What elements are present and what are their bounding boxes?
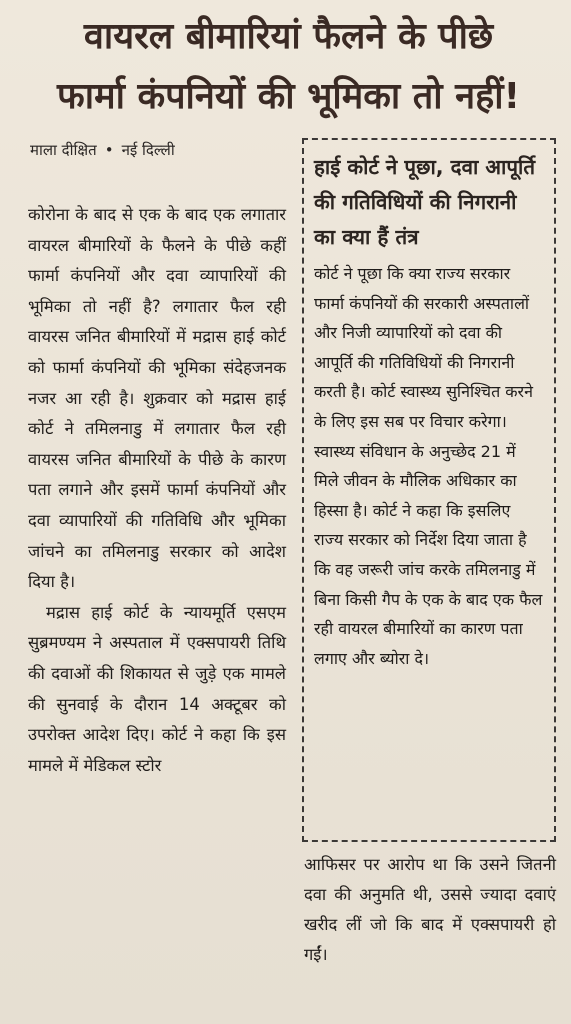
article-left-column bbox=[28, 200, 286, 781]
byline-author: माला दीक्षित bbox=[30, 141, 97, 159]
sidebar-box bbox=[302, 138, 556, 842]
article-paragraph-2: मद्रास हाई कोर्ट के न्यायमूर्ति एसएम सुब्रमण्यम ने अस्पताल में एक्सपायरी तिथि की दवाओं की शिकायत से जुड़े एक मामले की सुनवाई के दौरान 14 अक्टूबर को उपरोक्त आदेश दिए। कोर्ट ने कहा कि इस मामले में मेडिकल स्टोर bbox=[28, 602, 286, 775]
article-continuation: आफिसर पर आरोप था कि उसने जितनी दवा की अनुमति थी, उससे ज्यादा दवाएं खरीद लीं जो कि बाद में एक्सपायरी हो गईं। bbox=[304, 855, 556, 964]
byline-separator: • bbox=[104, 141, 114, 159]
sidebar-title: हाई कोर्ट ने पूछा, दवा आपूर्ति की गतिविधियों की निगरानी का क्या हैं तंत्र bbox=[314, 155, 536, 249]
headline-line-1: वायरल बीमारियां फैलने के पीछे bbox=[83, 16, 494, 57]
byline bbox=[30, 140, 175, 160]
sidebar-body: कोर्ट ने पूछा कि क्या राज्य सरकार फार्मा कंपनियों की सरकारी अस्पतालों और निजी व्यापारियों को दवा की आपूर्ति की गतिविधियों की निगरानी करती है। कोर्ट स्वास्थ्य सुनिश्चित करने के लिए इस सब पर विचार करेगा। स्वास्थ्य संविधान के अनुच्छेद 21 में मिले जीवन के मौलिक अधिकार का हिस्सा है। कोर्ट ने कहा कि इसलिए राज्य सरकार को निर्देश दिया जाता है कि वह जरूरी जांच करके तमिलनाडु में बिना किसी गैप के एक के बाद एक फैल रही वायरल बीमारियों का कारण पता लगाए और ब्योरा दे। bbox=[314, 264, 543, 668]
byline-place: नई दिल्ली bbox=[121, 141, 175, 159]
article-paragraph-1: कोरोना के बाद से एक के बाद एक लगातार वायरल बीमारियों के फैलने के पीछे कहीं फार्मा कंपनियों और दवा व्यापारियों की भूमिका तो नहीं है? लगातार फैल रही वायरस जनित बीमारियों में मद्रास हाई कोर्ट को फार्मा कंपनियों की भूमिका संदेहजनक नजर आ रही है। शुक्रवार को मद्रास हाई कोर्ट ने तमिलनाडु में लगातार फैल रही वायरस जनित बीमारियों के पीछे के कारण पता लगाने और इसमें फार्मा कंपनियों और दवा व्यापारियों की गतिविधि और भूमिका जांचने का तमिलनाडु सरकार को आदेश दिया है। bbox=[28, 205, 286, 592]
headline-line-2: फार्मा कंपनियों की भूमिका तो नहीं! bbox=[57, 76, 520, 117]
